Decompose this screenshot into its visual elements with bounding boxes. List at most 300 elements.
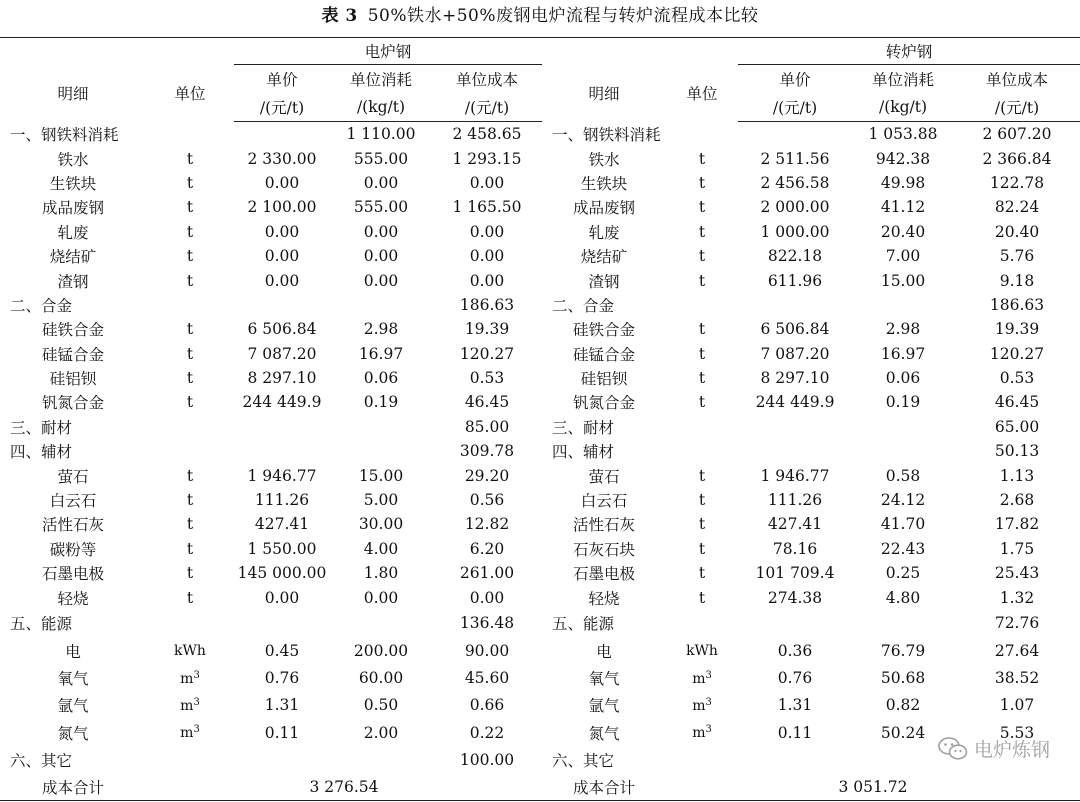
cell-right-item: 活性石灰: [573, 516, 636, 535]
cell-left-unit: t: [186, 173, 194, 192]
column-header-item-right: 明细: [588, 85, 620, 103]
unit-base: m: [180, 697, 194, 714]
table-row: [0, 366, 1080, 390]
cell-right-item: 三、耐材: [552, 418, 615, 437]
cell-right-item: 成品废钢: [573, 199, 636, 218]
cell-left-cost: 186.63: [459, 295, 515, 314]
cell-left-unit: t: [186, 393, 194, 412]
cell-left-price: 244 449.9: [242, 393, 322, 412]
cell-left-consumption: 0.06: [363, 369, 399, 388]
cell-left-cost: 6.20: [469, 539, 505, 558]
cell-left-item: 五、能源: [10, 615, 73, 634]
cell-right-unit: [666, 610, 738, 637]
cell-right-price: 427.41: [767, 515, 823, 534]
cell-right-price: 8 297.10: [760, 369, 830, 388]
column-unit-consumption-left: /(kg/t): [330, 93, 432, 122]
cell-right-consumption: 50.68: [880, 669, 926, 688]
cell-right-consumption: [852, 415, 954, 439]
cell-right-item: 轻烧: [588, 589, 620, 608]
cell-right-item: 白云石: [580, 492, 628, 511]
cell-left-unit: [146, 664, 234, 691]
cell-right-price: [738, 122, 852, 147]
cell-left-consumption: [330, 415, 432, 439]
total-value-right: 3 051.72: [838, 777, 908, 796]
cell-left-cost: 0.00: [469, 588, 505, 607]
cell-left-item: 轧废: [57, 223, 89, 242]
column-header-consumption-left: 单位消耗: [349, 71, 412, 89]
cell-left-consumption: 60.00: [358, 669, 404, 688]
cell-right-price: 822.18: [767, 247, 823, 266]
table-row: [0, 664, 1080, 691]
table-title: 50%铁水+50%废钢电炉流程与转炉流程成本比较: [367, 6, 759, 26]
group-header-bof: 转炉钢: [738, 38, 1080, 65]
cell-left-consumption: 0.19: [363, 393, 399, 412]
cell-left-cost: 0.22: [469, 723, 505, 742]
cell-left-item: 成品废钢: [41, 199, 104, 218]
cell-right-cost: 5.76: [999, 247, 1035, 266]
cell-left-price: 0.11: [264, 723, 300, 742]
cell-right-item: 二、合金: [552, 296, 615, 315]
cell-left-unit: [146, 122, 234, 147]
cell-left-consumption: 4.00: [363, 539, 399, 558]
table-row: [0, 342, 1080, 366]
unit-superscript: 3: [705, 696, 712, 708]
cell-right-consumption: 22.43: [880, 539, 926, 558]
cell-right-unit: t: [698, 247, 706, 266]
table-row: [0, 719, 1080, 746]
cell-right-unit: t: [698, 198, 706, 217]
cell-right-consumption: 0.25: [885, 564, 921, 583]
cell-right-item: 轧废: [588, 223, 620, 242]
cell-right-price: 244 449.9: [755, 393, 835, 412]
cell-right-consumption: 50.24: [880, 723, 926, 742]
cell-right-item: 氧气: [588, 670, 620, 689]
cell-left-price: [234, 746, 330, 773]
column-header-consumption-right: 单位消耗: [872, 71, 935, 89]
cell-right-price: 1 000.00: [760, 222, 830, 241]
unit-superscript: 3: [705, 724, 712, 736]
cell-right-cost: 19.39: [994, 320, 1040, 339]
cell-right-item: 硅锰合金: [573, 345, 636, 364]
cell-left-item: 氧气: [57, 670, 89, 689]
cell-right-unit: t: [698, 344, 706, 363]
cell-right-item: 生铁块: [580, 174, 628, 193]
watermark-text: 电炉炼钢: [973, 739, 1050, 761]
cell-left-consumption: 0.00: [363, 271, 399, 290]
column-unit-consumption-right: /(kg/t): [852, 93, 954, 122]
table-row: [0, 561, 1080, 585]
cell-right-consumption: [852, 439, 954, 463]
unit-superscript: 3: [705, 669, 712, 681]
cell-right-item: 渣钢: [588, 272, 620, 291]
cell-left-price: 2 100.00: [247, 198, 317, 217]
cell-left-item: 二、合金: [10, 296, 73, 315]
cell-right-cost: 0.53: [999, 369, 1035, 388]
cell-right-consumption: 0.06: [885, 369, 921, 388]
cell-right-price: [738, 610, 852, 637]
cell-right-cost: 2 607.20: [982, 125, 1052, 144]
table-row: [0, 244, 1080, 268]
cell-left-unit: t: [186, 198, 194, 217]
cell-left-cost: 1 165.50: [452, 198, 522, 217]
cell-right-unit: t: [698, 539, 706, 558]
table-row: [0, 746, 1080, 773]
cell-left-item: 硅铝钡: [49, 370, 97, 389]
cell-right-unit: [666, 692, 738, 719]
column-unit-price-left: /(元/t): [234, 93, 330, 122]
table-row: [0, 692, 1080, 719]
cell-right-unit: [666, 719, 738, 746]
column-header-price-right: 单价: [779, 71, 811, 89]
cell-right-unit: t: [698, 369, 706, 388]
cell-left-cost: 0.53: [469, 369, 505, 388]
table-row: [0, 637, 1080, 664]
cell-left-cost: 19.39: [464, 320, 510, 339]
table-row: [0, 585, 1080, 609]
cell-right-consumption: 0.19: [885, 393, 921, 412]
cell-right-item: 烧结矿: [580, 248, 628, 267]
table-row: [0, 195, 1080, 219]
cost-comparison-table: [0, 37, 1080, 801]
cell-left-consumption: 16.97: [358, 344, 404, 363]
unit-superscript: 3: [193, 724, 200, 736]
cell-right-item: 钒氮合金: [573, 394, 636, 413]
cell-left-consumption: 0.00: [363, 247, 399, 266]
cell-left-item: 白云石: [49, 492, 97, 511]
cell-left-price: 1.31: [264, 696, 300, 715]
cell-left-unit: [146, 692, 234, 719]
unit-base: m: [180, 725, 194, 742]
cell-left-unit: t: [186, 491, 194, 510]
cell-left-cost: 85.00: [464, 417, 510, 436]
group-header-eaf: 电炉钢: [234, 38, 542, 65]
cell-right-consumption: 0.58: [885, 466, 921, 485]
cell-right-consumption: 0.82: [885, 696, 921, 715]
column-header-price-left: 单价: [266, 71, 298, 89]
cell-left-price: 1 946.77: [247, 466, 317, 485]
column-header-unit-left: 单位: [174, 85, 206, 103]
column-header-cost-left: 单位成本: [456, 71, 519, 89]
cell-left-item: 生铁块: [49, 174, 97, 193]
cell-left-cost: 12.82: [464, 515, 510, 534]
table-row: [0, 268, 1080, 292]
cell-left-item: 钒氮合金: [41, 394, 104, 413]
cell-right-consumption: 7.00: [885, 247, 921, 266]
cell-right-unit: t: [698, 271, 706, 290]
table-row: [0, 171, 1080, 195]
unit-superscript: 3: [193, 669, 200, 681]
cell-right-consumption: 49.98: [880, 173, 926, 192]
cell-right-consumption: [852, 610, 954, 637]
cell-left-item: 碳粉等: [49, 540, 97, 559]
cell-left-unit: t: [186, 588, 194, 607]
cell-right-price: 1.31: [777, 696, 813, 715]
cell-right-item: 氮气: [588, 724, 620, 743]
cell-left-price: 427.41: [254, 515, 310, 534]
cell-right-unit: [666, 122, 738, 147]
cell-right-consumption: [852, 746, 954, 773]
cell-left-consumption: 555.00: [353, 198, 409, 217]
cell-right-unit: t: [698, 173, 706, 192]
cell-left-price: 0.45: [264, 641, 300, 660]
table-row: [0, 537, 1080, 561]
cell-left-price: 6 506.84: [247, 320, 317, 339]
cell-right-unit: t: [698, 491, 706, 510]
cell-right-cost: 38.52: [994, 669, 1040, 688]
cell-right-item: 硅铝钡: [580, 370, 628, 389]
cell-right-item: 石墨电极: [573, 565, 636, 584]
cell-right-price: 611.96: [767, 271, 823, 290]
table-row: [0, 317, 1080, 341]
cell-left-price: 0.00: [264, 222, 300, 241]
cell-left-cost: 0.00: [469, 271, 505, 290]
cell-right-item: 六、其它: [552, 751, 615, 770]
cell-left-item: 六、其它: [10, 751, 73, 770]
cell-left-consumption: 0.50: [363, 696, 399, 715]
cell-right-price: 274.38: [767, 588, 823, 607]
cell-right-cost: 82.24: [994, 198, 1040, 217]
cell-left-cost: 46.45: [464, 393, 510, 412]
cell-left-consumption: 30.00: [358, 515, 404, 534]
cell-right-price: 0.76: [777, 669, 813, 688]
cell-left-unit: [146, 746, 234, 773]
cell-right-price: 2 000.00: [760, 198, 830, 217]
cell-left-item: 三、耐材: [10, 418, 73, 437]
cell-right-unit: [666, 439, 738, 463]
cell-left-unit: t: [186, 247, 194, 266]
cell-right-cost: 9.18: [999, 271, 1035, 290]
cell-left-cost: 0.00: [469, 247, 505, 266]
cell-left-unit: [146, 293, 234, 317]
cell-right-cost: 1.07: [999, 696, 1035, 715]
table-row: [0, 488, 1080, 512]
cell-right-unit: t: [698, 149, 706, 168]
cell-right-unit: t: [698, 564, 706, 583]
cell-right-cost: 122.78: [989, 173, 1045, 192]
cell-right-item: 氩气: [588, 697, 620, 716]
unit-base: m: [180, 670, 194, 687]
cell-left-item: 烧结矿: [49, 248, 97, 267]
cell-left-cost: 90.00: [464, 641, 510, 660]
cell-right-cost: 17.82: [994, 515, 1040, 534]
table-row: [0, 463, 1080, 487]
cell-right-price: 78.16: [772, 539, 818, 558]
cell-left-price: 2 330.00: [247, 149, 317, 168]
cell-right-price: [738, 746, 852, 773]
cell-right-cost: 50.13: [994, 442, 1040, 461]
cell-left-unit: [146, 415, 234, 439]
cell-left-cost: 1 293.15: [452, 149, 522, 168]
cell-left-price: 0.76: [264, 669, 300, 688]
cell-right-unit: t: [698, 515, 706, 534]
cell-right-item: 五、能源: [552, 615, 615, 634]
cell-right-cost: 46.45: [994, 393, 1040, 412]
cell-left-price: 1 550.00: [247, 539, 317, 558]
cell-right-unit: kWh: [686, 642, 718, 659]
unit-base: m: [692, 697, 706, 714]
cell-left-consumption: 2.00: [363, 723, 399, 742]
cell-right-consumption: 76.79: [880, 641, 926, 660]
cell-left-consumption: 5.00: [363, 491, 399, 510]
cell-left-price: 0.00: [264, 271, 300, 290]
cell-left-price: 8 297.10: [247, 369, 317, 388]
cell-right-price: 0.36: [777, 641, 813, 660]
table-row: [0, 390, 1080, 414]
cell-left-item: 硅锰合金: [41, 345, 104, 364]
cell-left-unit: t: [186, 369, 194, 388]
cell-right-unit: t: [698, 222, 706, 241]
cell-left-consumption: [330, 439, 432, 463]
cell-right-cost: 2.68: [999, 491, 1035, 510]
cell-right-item: 铁水: [588, 150, 620, 169]
cell-right-cost: 72.76: [994, 614, 1040, 633]
cell-left-item: 一、钢铁料消耗: [10, 125, 119, 144]
cell-right-cost: 2 366.84: [982, 149, 1052, 168]
cell-left-price: [234, 439, 330, 463]
cell-left-consumption: [330, 293, 432, 317]
cell-left-consumption: 0.00: [363, 222, 399, 241]
cell-left-cost: 2 458.65: [452, 125, 522, 144]
cell-left-consumption: [330, 746, 432, 773]
cell-left-price: [234, 415, 330, 439]
cell-left-cost: 0.00: [469, 173, 505, 192]
cell-left-price: [234, 293, 330, 317]
table-row: [0, 439, 1080, 463]
cell-left-item: 萤石: [57, 467, 89, 486]
cell-left-unit: t: [186, 222, 194, 241]
cell-left-unit: t: [186, 466, 194, 485]
cell-right-cost: 25.43: [994, 564, 1040, 583]
cell-right-consumption: 1 053.88: [868, 125, 938, 144]
cell-right-item: 萤石: [588, 467, 620, 486]
cell-left-cost: 45.60: [464, 669, 510, 688]
cell-right-consumption: 2.98: [885, 320, 921, 339]
column-unit-cost-right: /(元/t): [954, 93, 1080, 122]
cell-right-cost: 65.00: [994, 417, 1040, 436]
cell-right-cost: 120.27: [989, 344, 1045, 363]
column-header-cost-right: 单位成本: [986, 71, 1049, 89]
cell-right-cost: 20.40: [994, 222, 1040, 241]
cell-left-unit: [146, 439, 234, 463]
cell-right-consumption: 41.12: [880, 198, 926, 217]
table-row: [0, 122, 1080, 147]
cell-right-consumption: 24.12: [880, 491, 926, 510]
table-row: [0, 610, 1080, 637]
cell-right-price: 1 946.77: [760, 466, 830, 485]
cell-left-item: 轻烧: [57, 589, 89, 608]
cell-right-price: [738, 293, 852, 317]
cell-right-price: [738, 415, 852, 439]
cell-left-item: 电: [65, 642, 81, 661]
cell-right-price: 7 087.20: [760, 344, 830, 363]
table-row: [0, 220, 1080, 244]
cell-left-price: 145 000.00: [237, 564, 327, 583]
cell-left-cost: 136.48: [459, 614, 515, 633]
cell-left-unit: t: [186, 320, 194, 339]
cell-left-consumption: 0.00: [363, 588, 399, 607]
cell-left-cost: 29.20: [464, 466, 510, 485]
table-row: [0, 146, 1080, 170]
cell-right-item: 硅铁合金: [573, 321, 636, 340]
cell-right-cost: 1.32: [999, 588, 1035, 607]
unit-base: m: [692, 670, 706, 687]
cell-left-price: 0.00: [264, 588, 300, 607]
cell-left-cost: 0.56: [469, 491, 505, 510]
cell-right-price: 2 456.58: [760, 173, 830, 192]
cell-left-unit: t: [186, 271, 194, 290]
cell-right-unit: [666, 293, 738, 317]
table-row: [0, 512, 1080, 536]
cell-left-unit: [146, 610, 234, 637]
total-value-left: 3 276.54: [309, 777, 379, 796]
cell-right-unit: [666, 415, 738, 439]
unit-superscript: 3: [193, 696, 200, 708]
cell-left-consumption: 1.80: [363, 564, 399, 583]
cell-right-price: 6 506.84: [760, 320, 830, 339]
table-body: [0, 122, 1080, 774]
cell-left-item: 硅铁合金: [41, 321, 104, 340]
cell-left-item: 铁水: [57, 150, 89, 169]
cell-left-unit: t: [186, 515, 194, 534]
cell-right-unit: [666, 746, 738, 773]
cell-right-consumption: 16.97: [880, 344, 926, 363]
cell-right-cost: 27.64: [994, 641, 1040, 660]
cell-right-unit: [666, 664, 738, 691]
cell-left-cost: 309.78: [459, 442, 515, 461]
cell-left-consumption: 0.00: [363, 173, 399, 192]
cell-right-cost: 1.75: [999, 539, 1035, 558]
cell-right-item: 四、辅材: [552, 443, 615, 462]
cell-left-price: [234, 122, 330, 147]
table-number: 表 3: [321, 6, 358, 26]
cell-right-price: 111.26: [767, 491, 823, 510]
cell-left-unit: kWh: [174, 642, 206, 659]
cell-left-cost: 0.66: [469, 696, 505, 715]
cell-left-price: 0.00: [264, 173, 300, 192]
cell-right-consumption: [852, 293, 954, 317]
cell-right-cost: [954, 746, 1080, 773]
cell-left-unit: t: [186, 344, 194, 363]
cell-left-consumption: 200.00: [353, 641, 409, 660]
cell-left-cost: 261.00: [459, 564, 515, 583]
table-row: [0, 415, 1080, 439]
cell-left-price: 111.26: [254, 491, 310, 510]
table-row: [0, 293, 1080, 317]
cell-right-price: 0.11: [777, 723, 813, 742]
cell-left-consumption: 555.00: [353, 149, 409, 168]
table-caption: [0, 2, 1080, 30]
cell-right-consumption: 15.00: [880, 271, 926, 290]
column-header-unit-right: 单位: [686, 85, 718, 103]
cell-left-item: 四、辅材: [10, 443, 73, 462]
cell-left-item: 石墨电极: [41, 565, 104, 584]
cell-right-unit: t: [698, 320, 706, 339]
total-row: [0, 774, 1080, 801]
cell-left-price: [234, 610, 330, 637]
cell-left-consumption: 1 110.00: [346, 125, 416, 144]
cell-right-unit: t: [698, 466, 706, 485]
cell-left-consumption: 15.00: [358, 466, 404, 485]
cell-left-price: 7 087.20: [247, 344, 317, 363]
group-header-row: [0, 38, 1080, 65]
cell-left-unit: t: [186, 539, 194, 558]
cell-left-cost: 0.00: [469, 222, 505, 241]
cell-left-unit: [146, 719, 234, 746]
cell-right-consumption: 20.40: [880, 222, 926, 241]
cell-left-unit: t: [186, 564, 194, 583]
cell-left-cost: 100.00: [459, 750, 515, 769]
cell-left-consumption: 2.98: [363, 320, 399, 339]
